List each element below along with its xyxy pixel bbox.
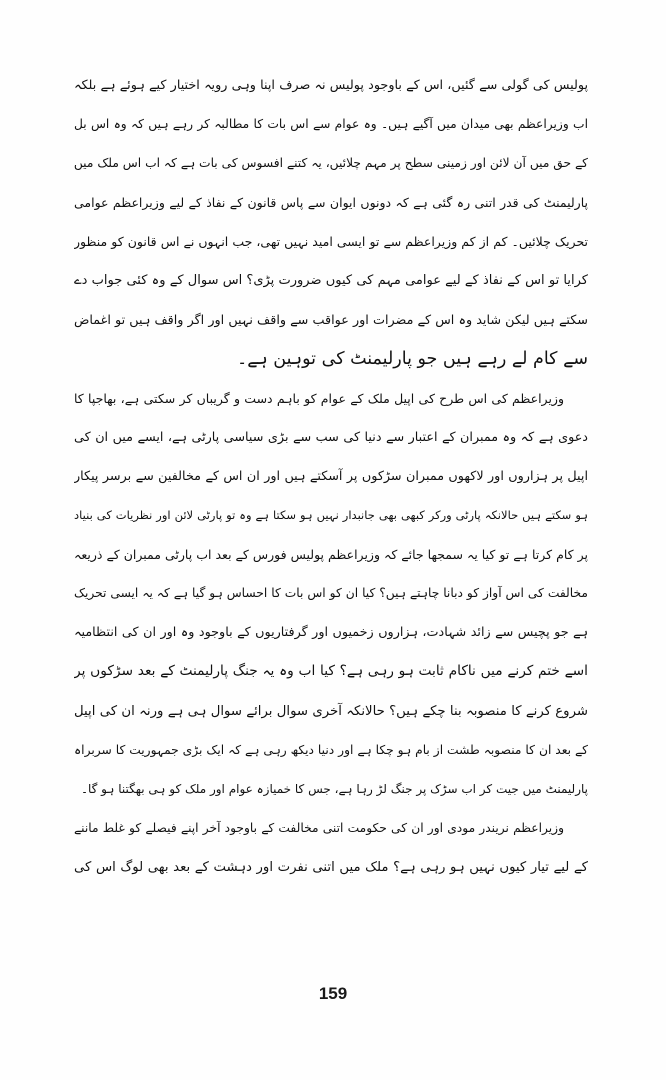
text-line: اب وزیراعظم بھی میدان میں آگیے ہیں۔ وہ عوام سے اس بات کا مطالبہ کر رہے ہیں کہ وہ اس بل <box>74 117 588 132</box>
text-line: کے بعد ان کا منصوبہ طشت از بام ہو چکا ہے اور دنیا دیکھ رہی ہے کہ ایک بڑی جمہوریت کا سربراہ <box>74 742 588 757</box>
text-line: کرایا تو اس کے نفاذ کے لیے عوامی مہم کی کیوں ضرورت پڑی؟ اس سوال کے وہ کئی جواب دے <box>74 273 588 289</box>
text-line: کے حق میں آن لائن اور زمینی سطح پر مہم چلائیں، یہ کتنے افسوس کی بات ہے کہ اب اس ملک میں <box>74 156 588 171</box>
text-line: دعوی ہے کہ وہ ممبران کے اعتبار سے دنیا کی سب سے بڑی سیاسی پارٹی ہے، ایسے میں ان کی <box>74 429 588 445</box>
text-line: سے کام لے رہے ہیں جو پارلیمنٹ کی توہین ہے۔ <box>236 348 588 369</box>
text-line: تحریک چلائیں۔ کم از کم وزیراعظم سے تو ایسی امید نہیں تھی، جب انہوں نے اس قانون کو منظور <box>74 234 588 250</box>
text-line: ہے جو پچیس سے زائد شہادت، ہزاروں زخمیوں اور گرفتاریوں کے باوجود وہ اور ان کی انتظامیہ <box>74 625 588 641</box>
body-text <box>74 66 588 887</box>
text-line: سکتے ہیں لیکن شاید وہ اس کے مضرات اور عواقب سے واقف نہیں اور اگر واقف ہیں تو اغماض <box>74 312 588 328</box>
text-line: مخالفت کی اس آواز کو دبانا چاہتے ہیں؟ کیا ان کو اس بات کا احساس ہو گیا ہے کہ یہ ایسی تحریک <box>74 586 588 601</box>
text-line: پارلیمنٹ میں جیت کر اب سڑک پر جنگ لڑ رہا ہے، جس کا خمیازہ عوام اور ملک کو ہی بھگتنا ہو گا۔ <box>80 781 588 796</box>
paragraph-start-line: وزیراعظم نریندر مودی اور ان کی حکومت اتنی مخالفت کے باوجود آخر اپنے فیصلے کو غلط ماننے <box>74 820 564 835</box>
page-number: 159 <box>318 984 348 1003</box>
text-line: پارلیمنٹ کی قدر اتنی رہ گئی ہے کہ دونوں ایوان سے پاس قانون کے نفاذ کے لیے وزیراعظم عوامی <box>74 195 588 211</box>
text-line: ہو سکتے ہیں حالانکہ پارٹی ورکر کبھی بھی جانبدار نہیں ہو سکتا ہے وہ تو پارٹی لائن اور نظریات کی بنیاد <box>74 508 588 523</box>
text-line: شروع کرنے کا منصوبہ بنا چکے ہیں؟ حالانکہ آخری سوال برائے سوال ہی ہے ورنہ ان کی اپیل <box>74 703 588 719</box>
text-line: پر کام کرتا ہے تو کیا یہ سمجھا جائے کہ وزیراعظم پولیس فورس کے بعد اب پارٹی ممبران کے ذریعہ <box>74 547 588 563</box>
text-line: پولیس کی گولی سے گئیں، اس کے باوجود پولیس نہ صرف اپنا وہی رویہ اختیار کیے ہوئے ہے بلکہ <box>74 78 588 93</box>
text-line: اسے ختم کرنے میں ناکام ثابت ہو رہی ہے؟ کیا اب وہ یہ جنگ پارلیمنٹ کے بعد سڑکوں پر <box>74 663 588 680</box>
text-line: اپیل پر ہزاروں اور لاکھوں ممبران سڑکوں پر آسکتے ہیں اور ان اس کے مخالفین سے برسر پیکار <box>74 468 588 484</box>
text-line: کے لیے تیار کیوں نہیں ہو رہی ہے؟ ملک میں اتنی نفرت اور دہشت کے بعد بھی لوگ اس کی <box>74 859 588 875</box>
paragraph-start-line: وزیراعظم کی اس طرح کی اپیل ملک کے عوام کو باہم دست و گریباں کر سکتی ہے، بھاجپا کا <box>74 390 564 406</box>
